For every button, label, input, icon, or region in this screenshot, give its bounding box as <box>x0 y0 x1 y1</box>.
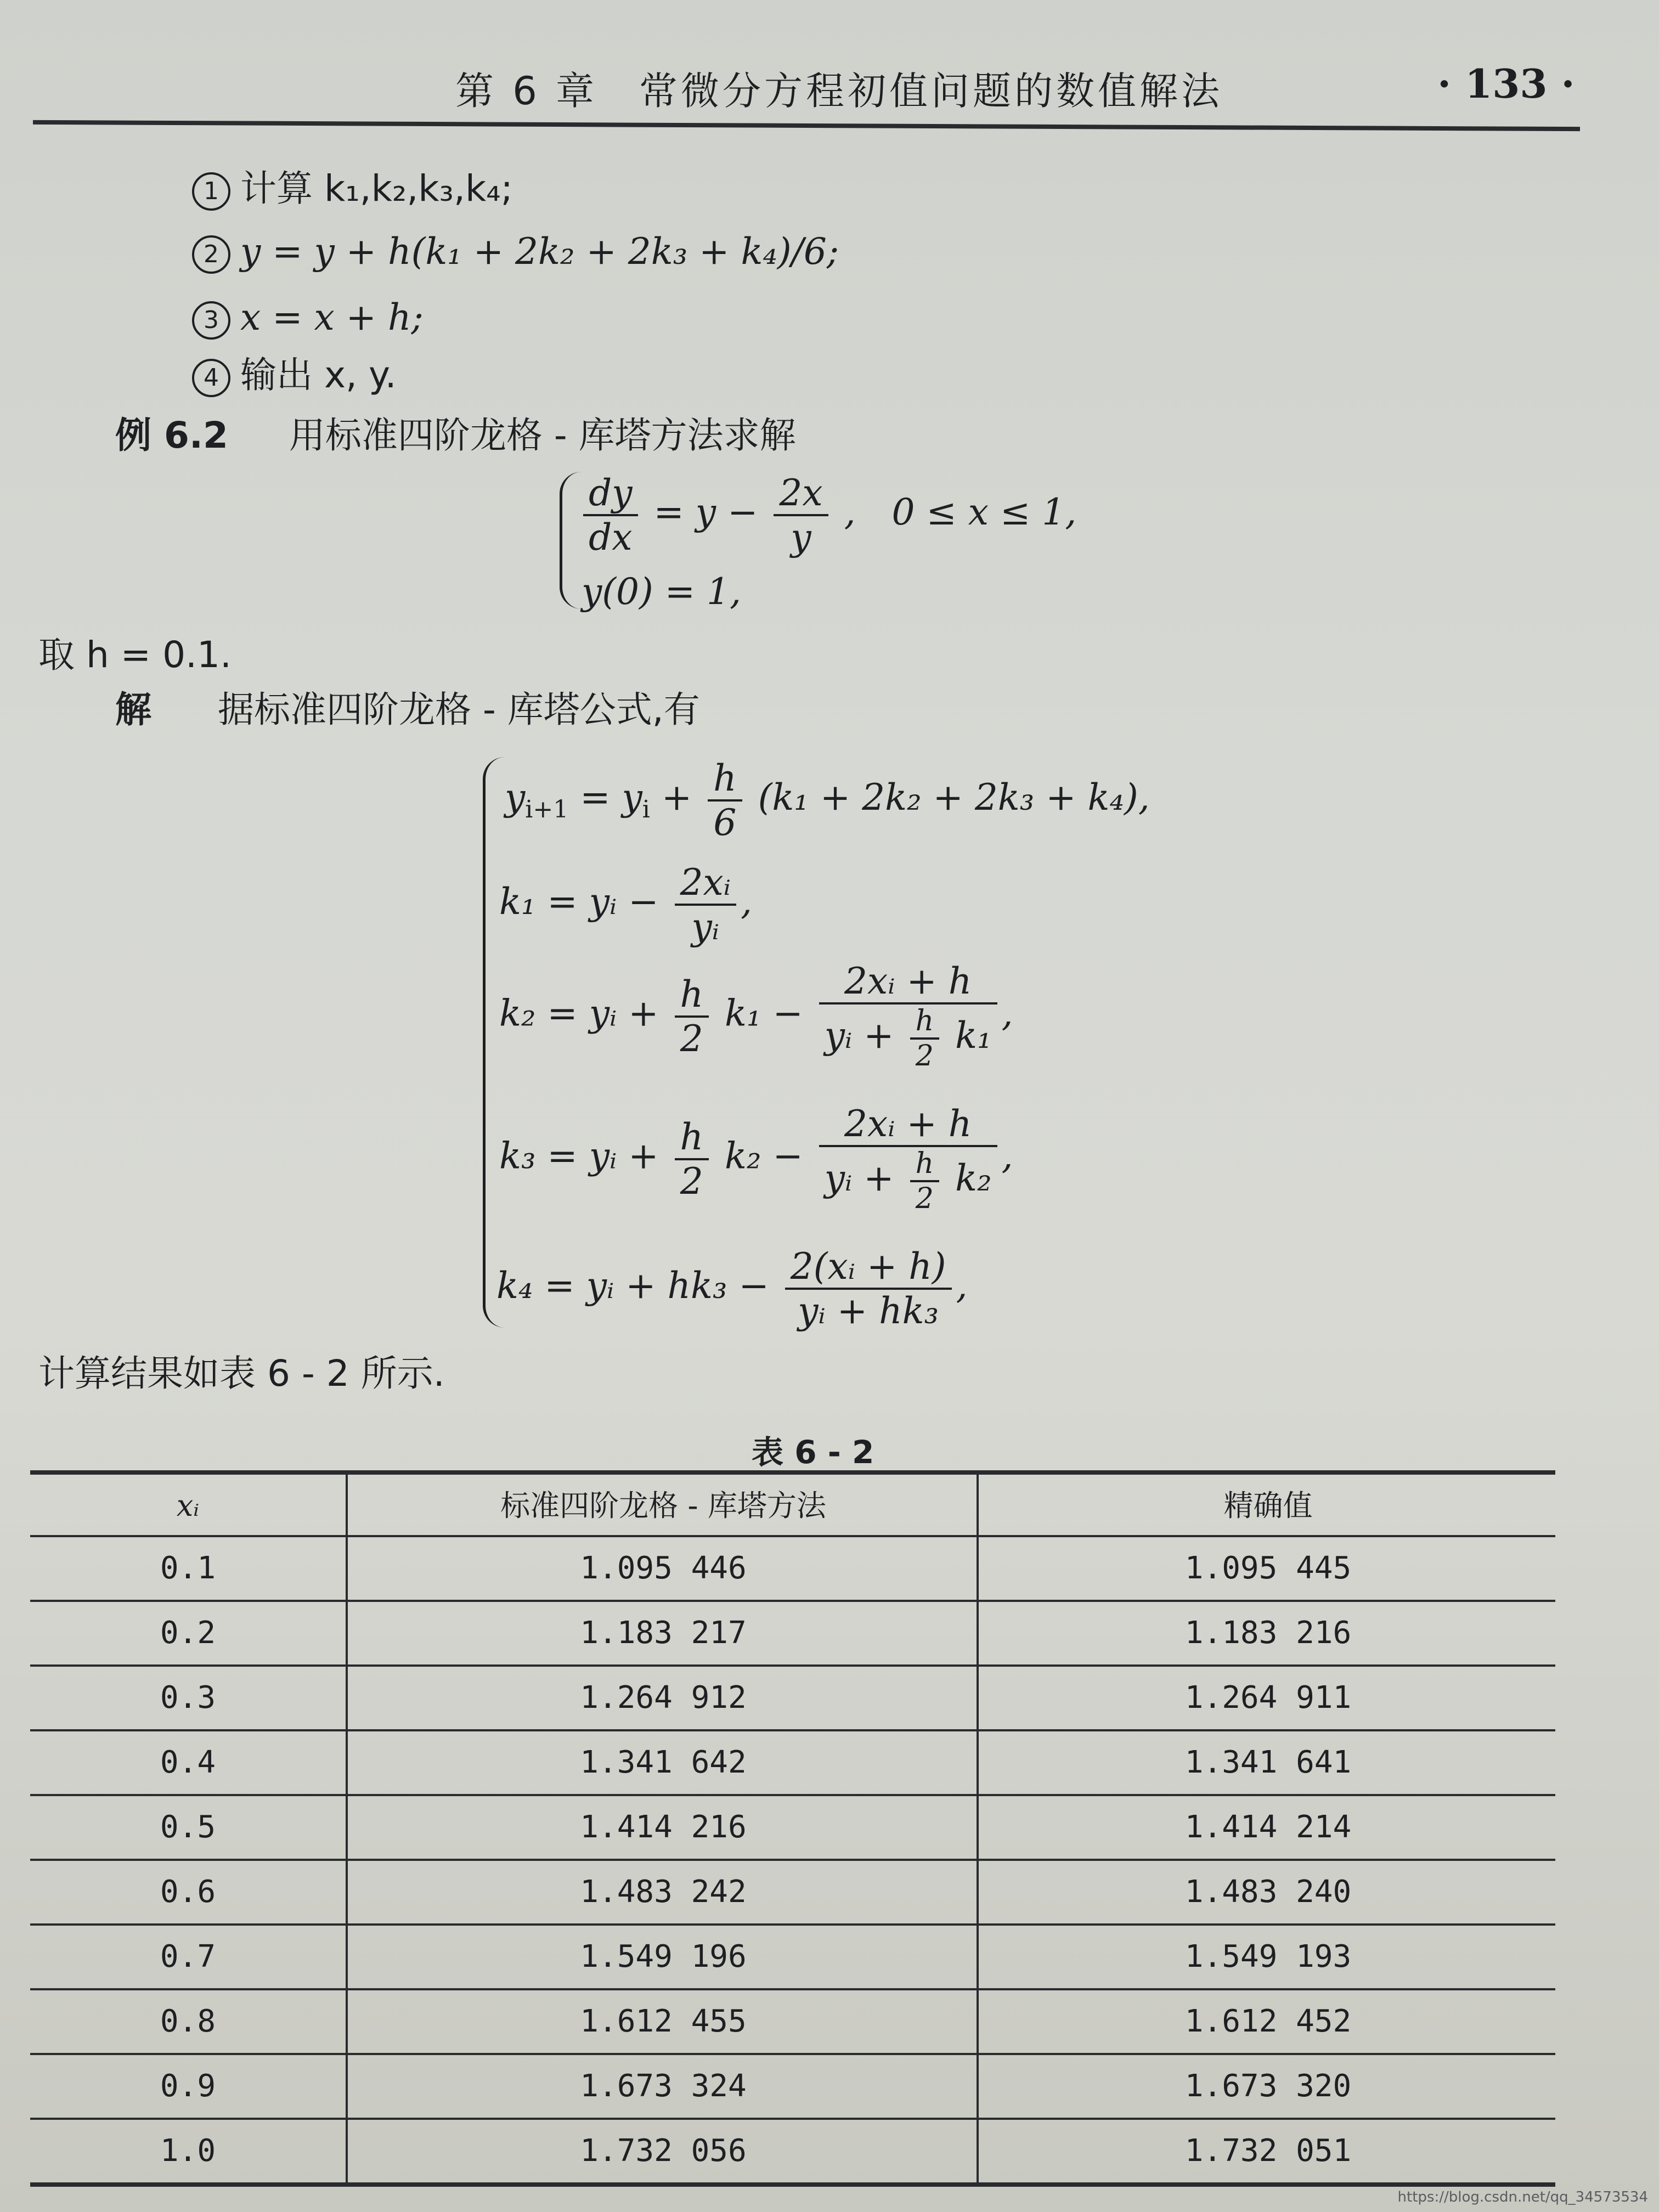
step-4-marker: 4 <box>192 359 230 397</box>
step-1-text: 计算 k₁,k₂,k₃,k₄; <box>240 167 513 210</box>
source-watermark: https://blog.csdn.net/qq_34573534 <box>1397 2189 1648 2205</box>
k2-equation: k₂ = yᵢ + $\frac{h}{2}$ k₁ − 2xᵢ + h yᵢ + $\frac{h}{2}$ k₁ , <box>499 960 1013 1073</box>
header-x: xᵢ <box>176 1488 200 1523</box>
k4-equation: k₄ = yᵢ + hk₃ − $\frac{\text{2(xᵢ + h)}}{\text{yᵢ + hk₃}}$ , <box>496 1245 968 1332</box>
solution-text: 据标准四阶龙格 - 库塔公式,有 <box>217 689 700 731</box>
step-4 <box>192 346 397 398</box>
step-2-marker: 2 <box>192 235 230 274</box>
solution-heading <box>115 680 700 732</box>
result-sentence: 计算结果如表 6 - 2 所示. <box>38 1352 445 1395</box>
rk4-update-equation: $y_{i+1} = y_i$ + $\frac{h}{6}$ (k₁ + 2k₂ + 2k₃ + k₄), <box>505 757 1150 844</box>
table-caption: 表 6 - 2 <box>752 1434 874 1471</box>
table-row: 0.9 1.673 324 1.673 320 <box>30 2053 1555 2118</box>
page-number: · 133 · <box>1437 60 1575 107</box>
step-2-text: y = y + h(k₁ + 2k₂ + 2k₃ + k₄)/6; <box>240 230 839 273</box>
table-row: 0.1 1.095 446 1.095 445 <box>30 1535 1555 1600</box>
results-table <box>30 1470 1555 2194</box>
table-row: 0.6 1.483 242 1.483 240 <box>30 1859 1555 1923</box>
header-exact: 精确值 <box>977 1475 1558 1537</box>
chapter-title: 第 6 章 常微分方程初值问题的数值解法 <box>455 69 1223 114</box>
k3-equation: k₃ = yᵢ + $\frac{h}{2}$ k₂ − 2xᵢ + h yᵢ + $\frac{h}{2}$ k₂ , <box>499 1103 1013 1215</box>
table-row: 0.2 1.183 217 1.183 216 <box>30 1600 1555 1664</box>
header-rule <box>33 120 1580 131</box>
step-2 <box>192 230 839 274</box>
step-4-text: 输出 x, y. <box>240 354 397 396</box>
step-1 <box>192 159 513 211</box>
table-row: 1.0 1.732 056 1.732 051 <box>30 2118 1555 2187</box>
bleed-through-text <box>1317 165 1347 208</box>
table-row: 0.3 1.264 912 1.264 911 <box>30 1664 1555 1729</box>
example-text: 用标准四阶龙格 - 库塔方法求解 <box>289 414 796 456</box>
table-row: 0.8 1.612 455 1.612 452 <box>30 1988 1555 2053</box>
solution-label: 解 <box>115 689 151 731</box>
k1-equation: k₁ = yᵢ − $\frac{\text{2xᵢ}}{\text{yᵢ}}$ , <box>499 861 753 948</box>
header-rk4: 标准四阶龙格 - 库塔方法 <box>346 1475 979 1537</box>
ode-equation: $\frac{dy}{dx}$ = y − $\frac{2x}{y}$ , 0 ≤ x ≤ 1, <box>579 472 1076 558</box>
step-1-marker: 1 <box>192 172 230 211</box>
ode-fraction: $\frac{2x}{y}$ <box>774 472 828 558</box>
table-row: 0.7 1.549 196 1.549 193 <box>30 1923 1555 1988</box>
example-label: 例 6.2 <box>115 414 228 456</box>
example-heading <box>115 406 796 458</box>
step-3-text: x = x + h; <box>240 296 424 338</box>
table-row: 0.4 1.341 642 1.341 641 <box>30 1729 1555 1794</box>
ode-derivative: $\frac{dy}{dx}$ <box>583 472 638 558</box>
page-header <box>33 60 1580 121</box>
table-row: 0.5 1.414 216 1.414 214 <box>30 1794 1555 1859</box>
step-3 <box>192 296 424 340</box>
table-header-row <box>30 1470 1555 1537</box>
step-3-marker: 3 <box>192 301 230 340</box>
initial-condition: y(0) = 1, <box>582 571 742 613</box>
step-size: 取 h = 0.1. <box>38 634 232 676</box>
